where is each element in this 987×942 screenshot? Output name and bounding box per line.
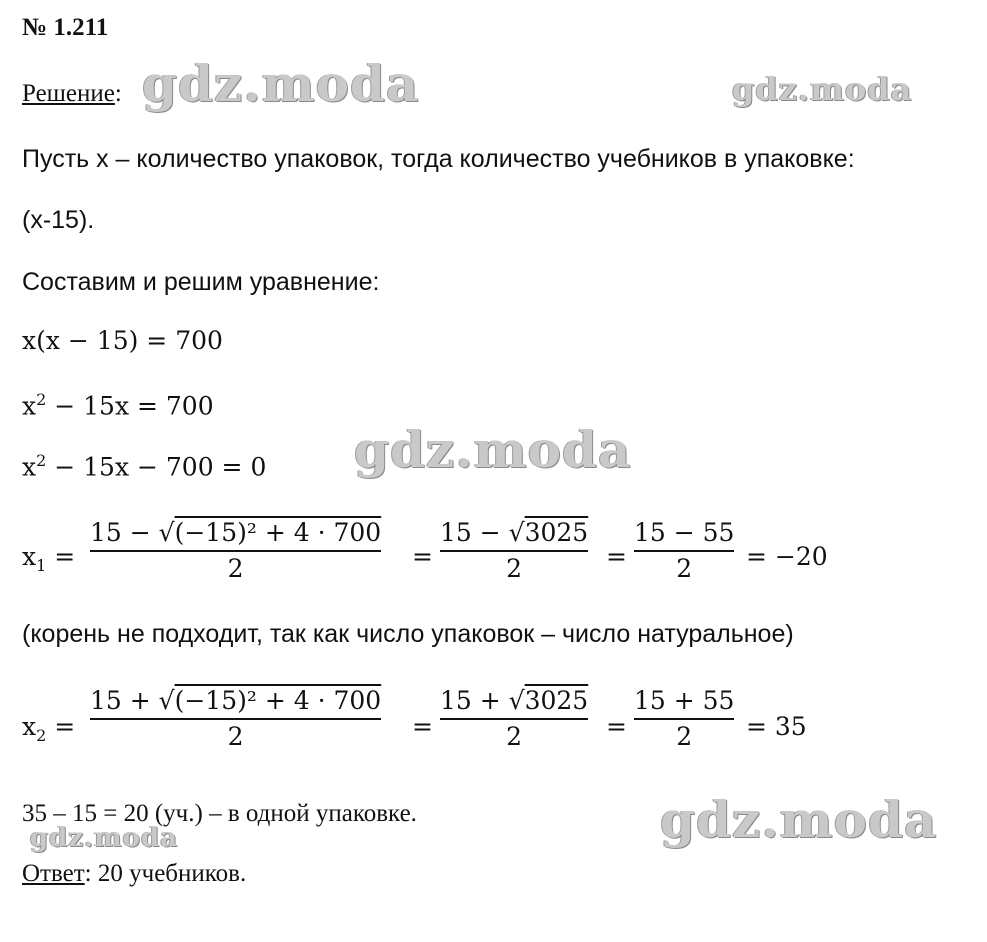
- x2-fraction-1: [90, 686, 381, 752]
- eq2-var: x: [22, 391, 37, 421]
- x1-fraction-2: [440, 518, 588, 584]
- problem-number: № 1.211: [22, 14, 109, 41]
- answer-text: : 20 учебников.: [84, 860, 247, 887]
- equation-2: [22, 390, 214, 420]
- x2-f3-denominator: 2: [676, 722, 693, 751]
- x1-result: = −20: [746, 542, 828, 571]
- calculation-line: 35 – 15 = 20 (уч.) – в одной упаковке.: [22, 800, 417, 827]
- watermark-logo: gdz.moda: [142, 54, 420, 113]
- eq3-var: x: [22, 452, 37, 482]
- eq3-exponent: 2: [36, 451, 47, 470]
- text-line: Составим и решим уравнение:: [22, 268, 380, 296]
- text-line: (x-15).: [22, 206, 95, 234]
- fraction-bar: [440, 550, 588, 552]
- x1-subscript: 1: [36, 556, 47, 575]
- eq2-rest: − 15x = 700: [46, 391, 214, 421]
- text-line: Пусть x – количество упаковок, тогда количество учебников в упаковке:: [22, 145, 855, 173]
- solution-colon: :: [114, 80, 122, 107]
- equals-sign: =: [412, 712, 433, 741]
- x1-f2-denominator: 2: [506, 554, 523, 583]
- x2-subscript: 2: [36, 726, 47, 745]
- x1-fraction-3: [634, 518, 734, 584]
- x2-label: [22, 712, 75, 745]
- x1-f3-numerator: 15 − 55: [634, 518, 735, 547]
- watermark-logo: gdz.moda: [660, 790, 938, 849]
- eq2-exponent: 2: [36, 390, 47, 409]
- x2-f2-denominator: 2: [506, 722, 523, 751]
- x1-var: x: [22, 542, 37, 571]
- x1-f1-denominator: 2: [227, 554, 244, 583]
- note-line: (корень не подходит, так как число упаковок – число натуральное): [22, 620, 794, 648]
- x2-f1-numerator: 15 + √(−15)² + 4 · 700: [90, 686, 382, 715]
- answer-label: Ответ: [22, 860, 85, 887]
- x2-result: = 35: [746, 712, 807, 741]
- fraction-bar: [634, 550, 734, 552]
- watermark-logo: gdz.moda: [354, 420, 632, 479]
- x2-fraction-2: [440, 686, 588, 752]
- equation-1: x(x − 15) = 700: [22, 326, 223, 355]
- solution-label: Решение: [22, 80, 115, 107]
- x1-f2-numerator: 15 − √3025: [440, 518, 589, 547]
- x2-fraction-3: [634, 686, 734, 752]
- watermark-logo: gdz.moda: [30, 823, 179, 853]
- x1-fraction-1: [90, 518, 381, 584]
- x1-label: [22, 542, 75, 575]
- equals-sign: =: [412, 542, 433, 571]
- x2-equals: =: [54, 712, 76, 741]
- watermark-logo: gdz.moda: [732, 70, 913, 108]
- fraction-bar: [634, 718, 734, 720]
- equation-3: [22, 451, 266, 481]
- fraction-bar: [90, 550, 381, 552]
- x2-f1-denominator: 2: [227, 722, 244, 751]
- answer-line: [22, 860, 246, 888]
- eq3-rest: − 15x − 700 = 0: [46, 452, 267, 482]
- fraction-bar: [440, 718, 588, 720]
- x1-f1-numerator: 15 − √(−15)² + 4 · 700: [90, 518, 382, 547]
- equals-sign: =: [606, 712, 627, 741]
- x2-f3-numerator: 15 + 55: [634, 686, 735, 715]
- solution-heading: [22, 80, 122, 108]
- fraction-bar: [90, 718, 381, 720]
- x2-var: x: [22, 712, 37, 741]
- equals-sign: =: [606, 542, 627, 571]
- x2-f2-numerator: 15 + √3025: [440, 686, 589, 715]
- x1-equals: =: [54, 542, 76, 571]
- x1-f3-denominator: 2: [676, 554, 693, 583]
